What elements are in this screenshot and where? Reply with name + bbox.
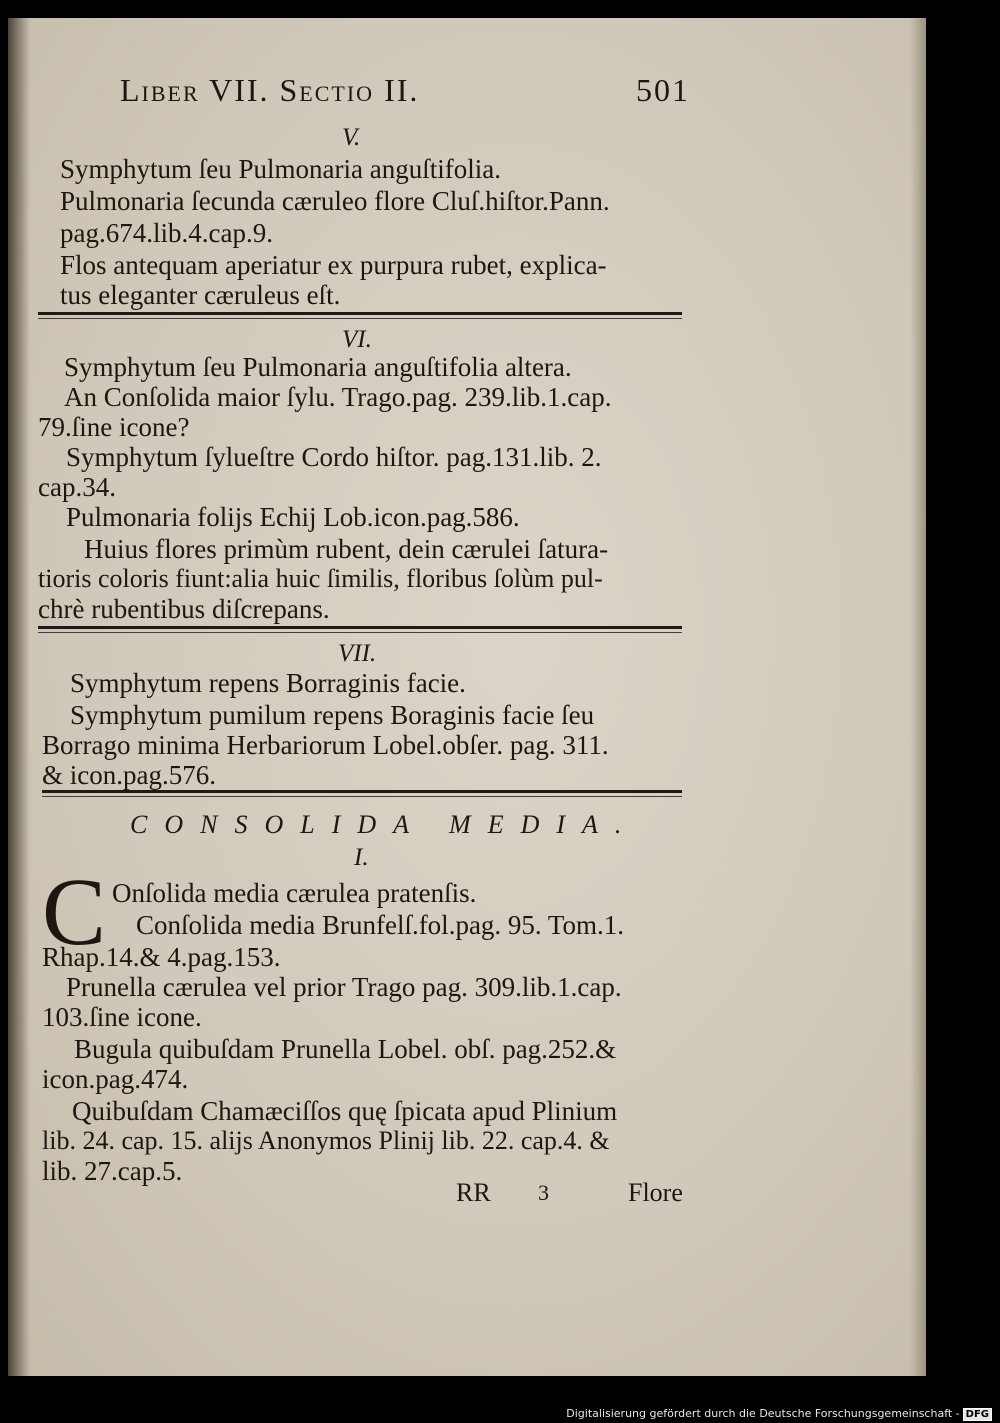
section-rule-thin bbox=[38, 632, 682, 633]
section-rule bbox=[38, 312, 682, 315]
text-line: tus eleganter cæruleus eſt. bbox=[60, 280, 341, 310]
section-title: CONSOLIDA MEDIA. bbox=[130, 810, 639, 839]
text-line: Symphytum pumilum repens Boraginis facie ſeu bbox=[70, 700, 595, 730]
text-line: Prunella cærulea vel prior Trago pag. 309.lib.1.cap. bbox=[66, 972, 622, 1002]
digitization-credit bbox=[566, 1407, 992, 1421]
text-line: An Conſolida maior ſylu. Trago.pag. 239.lib.1.cap. bbox=[64, 382, 612, 412]
section-rule bbox=[42, 790, 682, 793]
section-rule-thin bbox=[38, 318, 682, 319]
text-line: Quibuſdam Chamæciſſos quę ſpicata apud Plinium bbox=[72, 1096, 618, 1126]
page-edge-shadow bbox=[910, 18, 926, 1376]
section-numeral-i: I. bbox=[354, 844, 369, 871]
text-line: Huius flores primùm rubent, dein cærulei ſatura- bbox=[84, 534, 609, 564]
text-line: Rhap.14.& 4.pag.153. bbox=[42, 942, 281, 972]
text-line: Pulmonaria ſecunda cæruleo flore Cluſ.hiſtor.Pann. bbox=[60, 186, 610, 216]
page-number: 501 bbox=[636, 72, 690, 108]
text-line: 103.ſine icone. bbox=[42, 1002, 202, 1032]
credit-text: Digitalisierung gefördert durch die Deutsche Forschungsgemeinschaft - bbox=[566, 1407, 960, 1420]
text-line: & icon.pag.576. bbox=[42, 760, 216, 790]
text-line: Symphytum ſeu Pulmonaria anguſtifolia altera. bbox=[64, 352, 572, 382]
running-header bbox=[120, 72, 690, 114]
text-line: 79.ſine icone? bbox=[38, 412, 190, 442]
page-gutter-shadow bbox=[8, 18, 30, 1376]
catchword: Flore bbox=[628, 1178, 683, 1207]
text-line: lib. 27.cap.5. bbox=[42, 1156, 183, 1186]
text-line: Symphytum ſeu Pulmonaria anguſtifolia. bbox=[60, 154, 501, 184]
text-line: chrè rubentibus diſcrepans. bbox=[38, 594, 330, 624]
book-page bbox=[8, 18, 926, 1376]
running-title: Liber VII. Sectio II. bbox=[120, 72, 420, 108]
section-numeral-v: V. bbox=[342, 124, 361, 151]
text-line: Symphytum ſylueſtre Cordo hiſtor. pag.131.lib. 2. bbox=[66, 442, 602, 472]
text-line: Symphytum repens Borraginis facie. bbox=[70, 668, 466, 698]
signature-number: 3 bbox=[538, 1180, 549, 1205]
text-line: Borrago minima Herbariorum Lobel.obſer. pag. 311. bbox=[42, 730, 609, 760]
section-numeral-vi: VI. bbox=[342, 326, 372, 353]
dfg-logo: DFG bbox=[963, 1408, 992, 1421]
text-line: cap.34. bbox=[38, 472, 116, 502]
text-line: Conſolida media Brunfelſ.fol.pag. 95. Tom.1. bbox=[136, 910, 625, 940]
drop-capital: C bbox=[42, 858, 107, 965]
text-line: icon.pag.474. bbox=[42, 1064, 189, 1094]
text-line: Pulmonaria folijs Echij Lob.icon.pag.586. bbox=[66, 502, 520, 532]
section-rule bbox=[38, 626, 682, 629]
text-line: pag.674.lib.4.cap.9. bbox=[60, 218, 273, 248]
text-line: Flos antequam aperiatur ex purpura rubet, explica- bbox=[60, 250, 607, 280]
text-line: Onſolida media cærulea pratenſis. bbox=[112, 878, 477, 908]
text-line: tioris coloris fiunt:alia huic ſimilis, floribus ſolùm pul- bbox=[38, 564, 603, 593]
text-line: Bugula quibuſdam Prunella Lobel. obſ. pag.252.& bbox=[74, 1034, 617, 1064]
section-numeral-vii: VII. bbox=[338, 640, 377, 667]
text-line: lib. 24. cap. 15. alijs Anonymos Plinij lib. 22. cap.4. & bbox=[42, 1126, 610, 1155]
signature-mark: RR bbox=[456, 1178, 491, 1207]
section-rule-thin bbox=[42, 796, 682, 797]
